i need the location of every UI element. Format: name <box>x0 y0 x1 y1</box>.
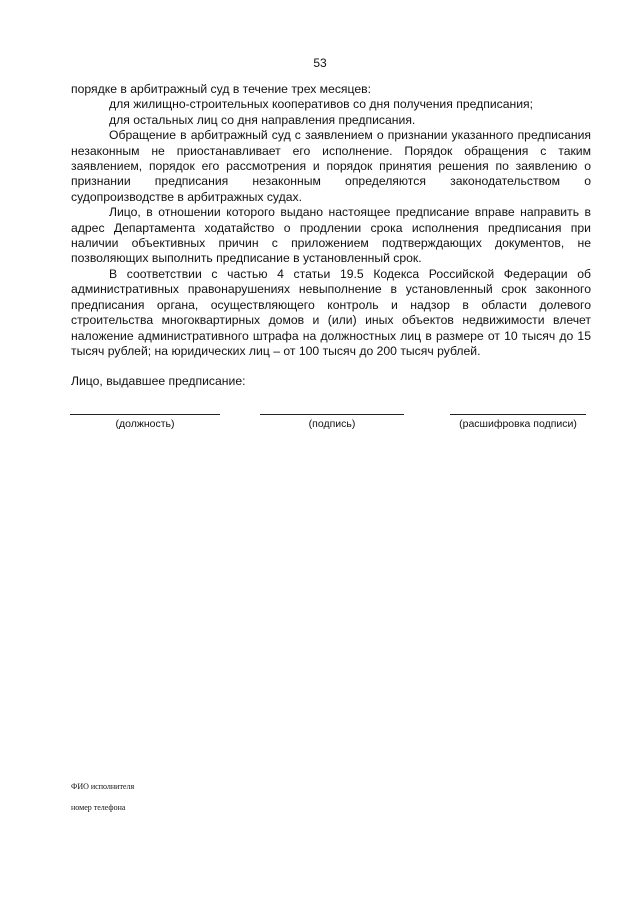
paragraph-intro: порядке в арбитражный суд в течение трех месяцев: <box>71 82 372 96</box>
decoding-signature-field <box>450 400 586 430</box>
issuer-label: Лицо, выдавшее предписание: <box>71 374 246 388</box>
paragraph-extension: Лицо, в отношении которого выдано настоящее предписание вправе направить в адрес Департамента ходатайство о продлении срока исполнения предписания при наличии объективных причин с приложением подтверждающих документов, не позволяющих выполнить предписание в установленный срок. <box>71 205 591 266</box>
signature-field <box>260 400 404 430</box>
document-body <box>71 82 591 359</box>
decoding-line <box>450 400 586 415</box>
paragraph-other-persons: для остальных лиц со дня направления предписания. <box>109 112 416 127</box>
paragraph-penalty: В соответствии с частью 4 статьи 19.5 Кодекса Российской Федерации об административных правонарушениях невыполнение в установленный срок законного предписания органа, осуществляющего контроль и надзор в области долевого строительства многоквартирных домов и (или) иных объектов недвижимости влечет наложение административного штрафа на должностных лиц в размере от 10 тысяч до 15 тысяч рублей; на юридических лиц – от 100 тысяч до 200 тысяч рублей. <box>71 266 591 358</box>
executor-name: ФИО исполнителя <box>71 782 135 791</box>
paragraph-cooperatives: для жилищно-строительных кооперативов со дня получения предписания; <box>109 97 534 112</box>
signature-line <box>260 400 404 415</box>
position-caption: (должность) <box>115 418 175 430</box>
position-signature-field <box>70 400 220 430</box>
position-line <box>70 400 220 415</box>
executor-phone: номер телефона <box>71 803 126 812</box>
paragraph-appeal: Обращение в арбитражный суд с заявлением о признании указанного предписания незаконным не приостанавливает его исполнение. Порядок обращения с таким заявлением, порядок его рассмотрения и порядок принятия решения по заявлению о признании предписания незаконным определяются законодательством о судопроизводстве в арбитражных судах. <box>71 128 591 204</box>
page-number: 53 <box>313 56 327 70</box>
decoding-caption: (расшифровка подписи) <box>459 418 577 430</box>
signature-caption: (подпись) <box>308 418 356 430</box>
